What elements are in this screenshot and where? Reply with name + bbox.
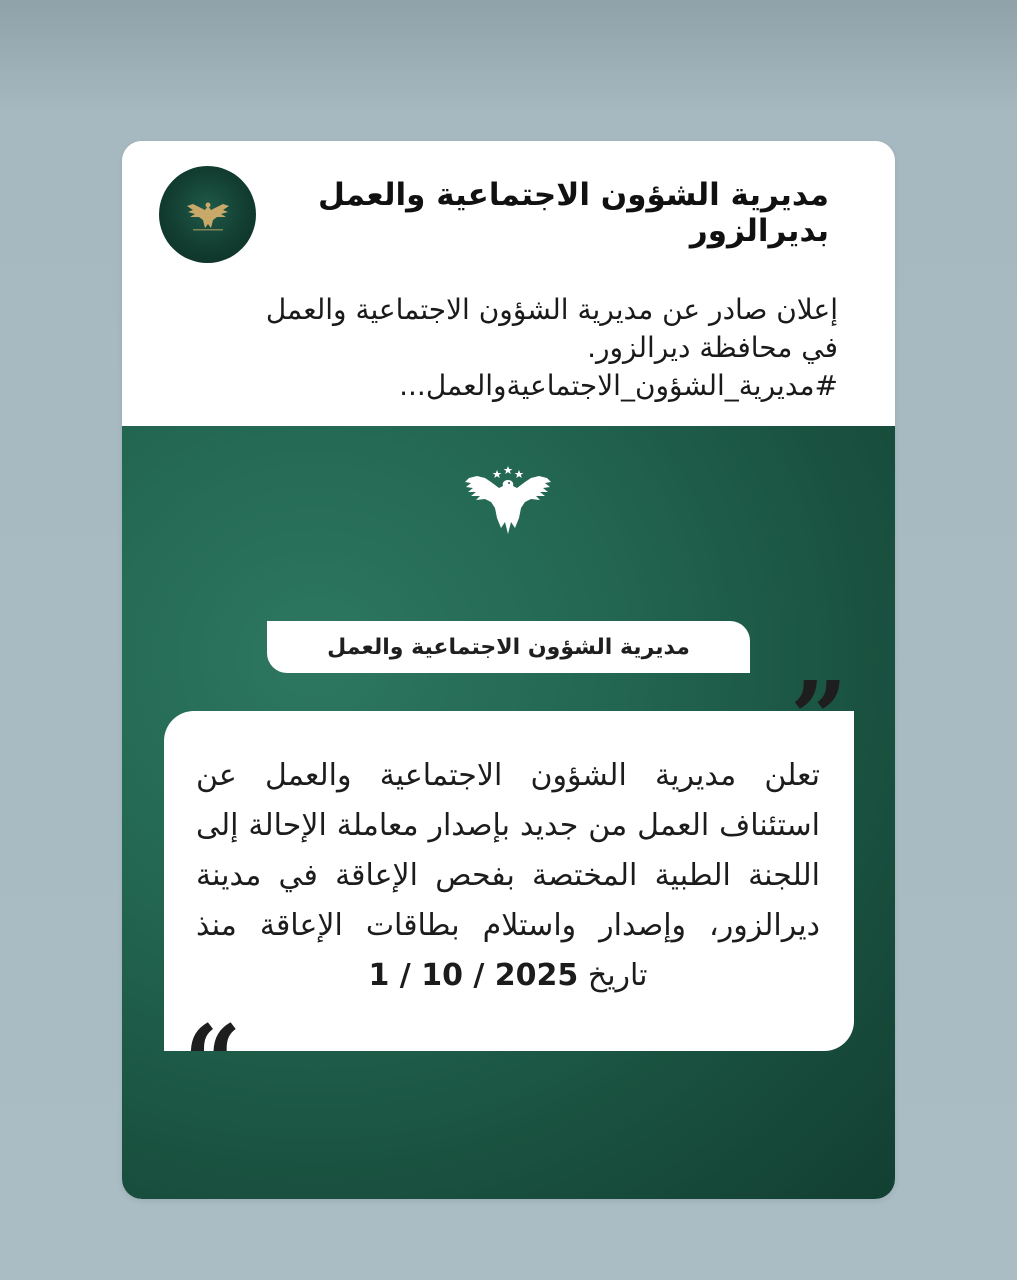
post-hashtag-line[interactable]: #مديرية_الشؤون_الاجتماعيةوالعمل... xyxy=(399,369,838,402)
page-name[interactable]: مديرية الشؤون الاجتماعية والعمل بديرالزور xyxy=(317,177,829,249)
post-card xyxy=(122,141,895,1199)
syrian-eagle-icon xyxy=(463,464,553,536)
opening-quote-icon: “ xyxy=(184,1003,242,1121)
announcement-date xyxy=(368,958,578,993)
announcement-box xyxy=(164,711,854,1051)
post-text xyxy=(158,291,838,405)
announcement-body: تعلن مديرية الشؤون الاجتماعية والعمل عن استئناف العمل من جديد بإصدار معاملة الإحالة إلى اللجنة الطبية المختصة بفحص الإعاقة في مدينة ديرالزور، وإصدار واستلام بطاقات الإعاقة منذ تاريخ xyxy=(196,758,820,993)
post-text-line: إعلان صادر عن مديرية الشؤون الاجتماعية والعمل xyxy=(265,293,838,326)
eagle-emblem-icon xyxy=(185,198,231,232)
post-text-line: في محافظة ديرالزور. xyxy=(587,331,838,364)
directorate-tag: مديرية الشؤون الاجتماعية والعمل xyxy=(267,621,750,673)
announcement-text xyxy=(196,751,820,1001)
closing-quote-icon: ” xyxy=(790,659,848,777)
post-header xyxy=(122,141,895,426)
announcement-date-value: 1 / 10 / 2025 xyxy=(368,958,579,993)
post-image[interactable] xyxy=(122,426,895,1199)
